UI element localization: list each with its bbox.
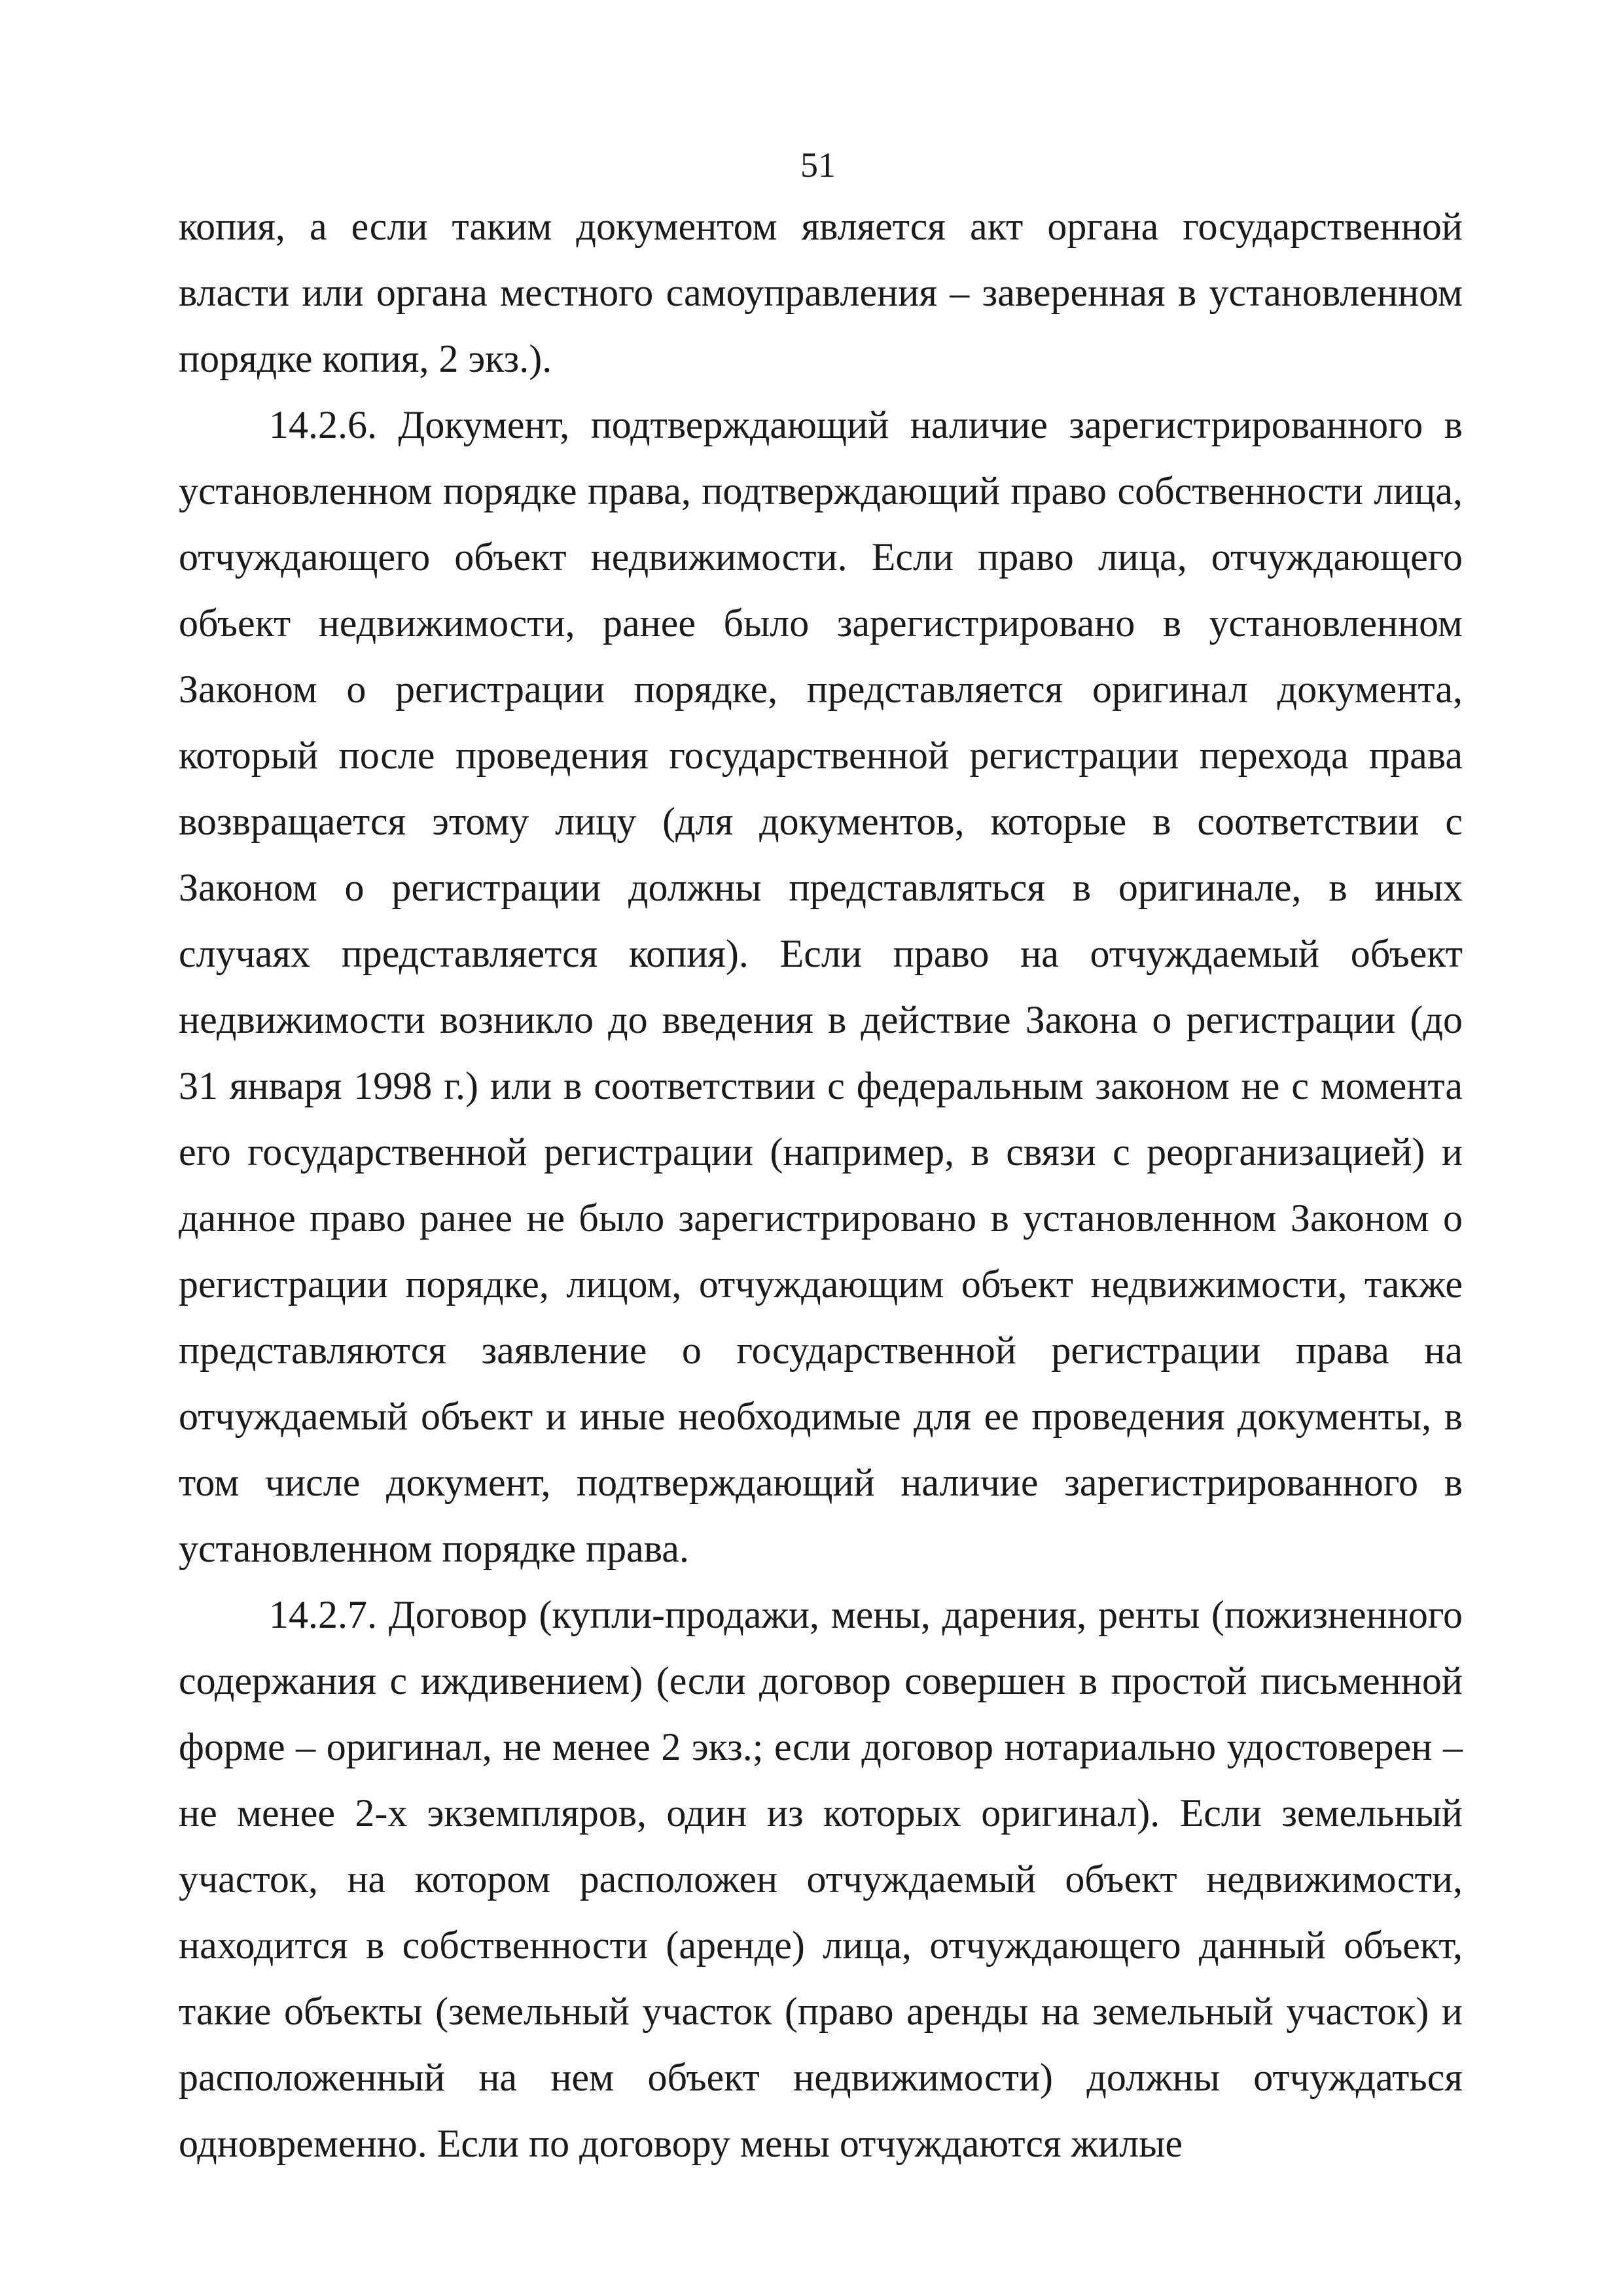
paragraph-14-2-7: 14.2.7. Договор (купли-продажи, мены, дарения, ренты (пожизненного содержания с иждивением) (если договор совершен в простой письменной форме – оригинал, не менее 2 экз.; если договор нотариально удостоверен – не менее 2-х экземпляров, один из которых оригинал). Если земельный участок, на котором расположен отчуждаемый объект недвижимости, находится в собственности (аренде) лица, отчуждающего данный объект, такие объекты (земельный участок (право аренды на земельный участок) и расположенный на нем объект недвижимости) должны отчуждаться одновременно. Если по договору мены отчуждаются жилые <box>179 1593 1463 2165</box>
document-body <box>179 194 1463 2177</box>
paragraph-14-2-6: 14.2.6. Документ, подтверждающий наличие зарегистрированного в установленном порядке права, подтверждающий право собственности лица, отчуждающего объект недвижимости. Если право лица, отчуждающего объект недвижимости, ранее было зарегистрировано в установленном Законом о регистрации порядке, представляется оригинал документа, который после проведения государственной регистрации перехода права возвращается этому лицу (для документов, которые в соответствии с Законом о регистрации должны представляться в оригинале, в иных случаях представляется копия). Если право на отчуждаемый объект недвижимости возникло до введения в действие Закона о регистрации (до 31 января 1998 г.) или в соответствии с федеральным законом не с момента его государственной регистрации (например, в связи с реорганизацией) и данное право ранее не было зарегистрировано в установленном Законом о регистрации порядке, лицом, отчуждающим объект недвижимости, также представляются заявление о государственной регистрации права на отчуждаемый объект и иные необходимые для ее проведения документы, в том числе документ, подтверждающий наличие зарегистрированного в установленном порядке права. <box>179 403 1463 1570</box>
paragraph-continuation: копия, а если таким документом является акт органа государственной власти или органа местного самоуправления – заверенная в установленном порядке копия, 2 экз.). <box>179 205 1463 380</box>
page-number: 51 <box>800 145 836 185</box>
